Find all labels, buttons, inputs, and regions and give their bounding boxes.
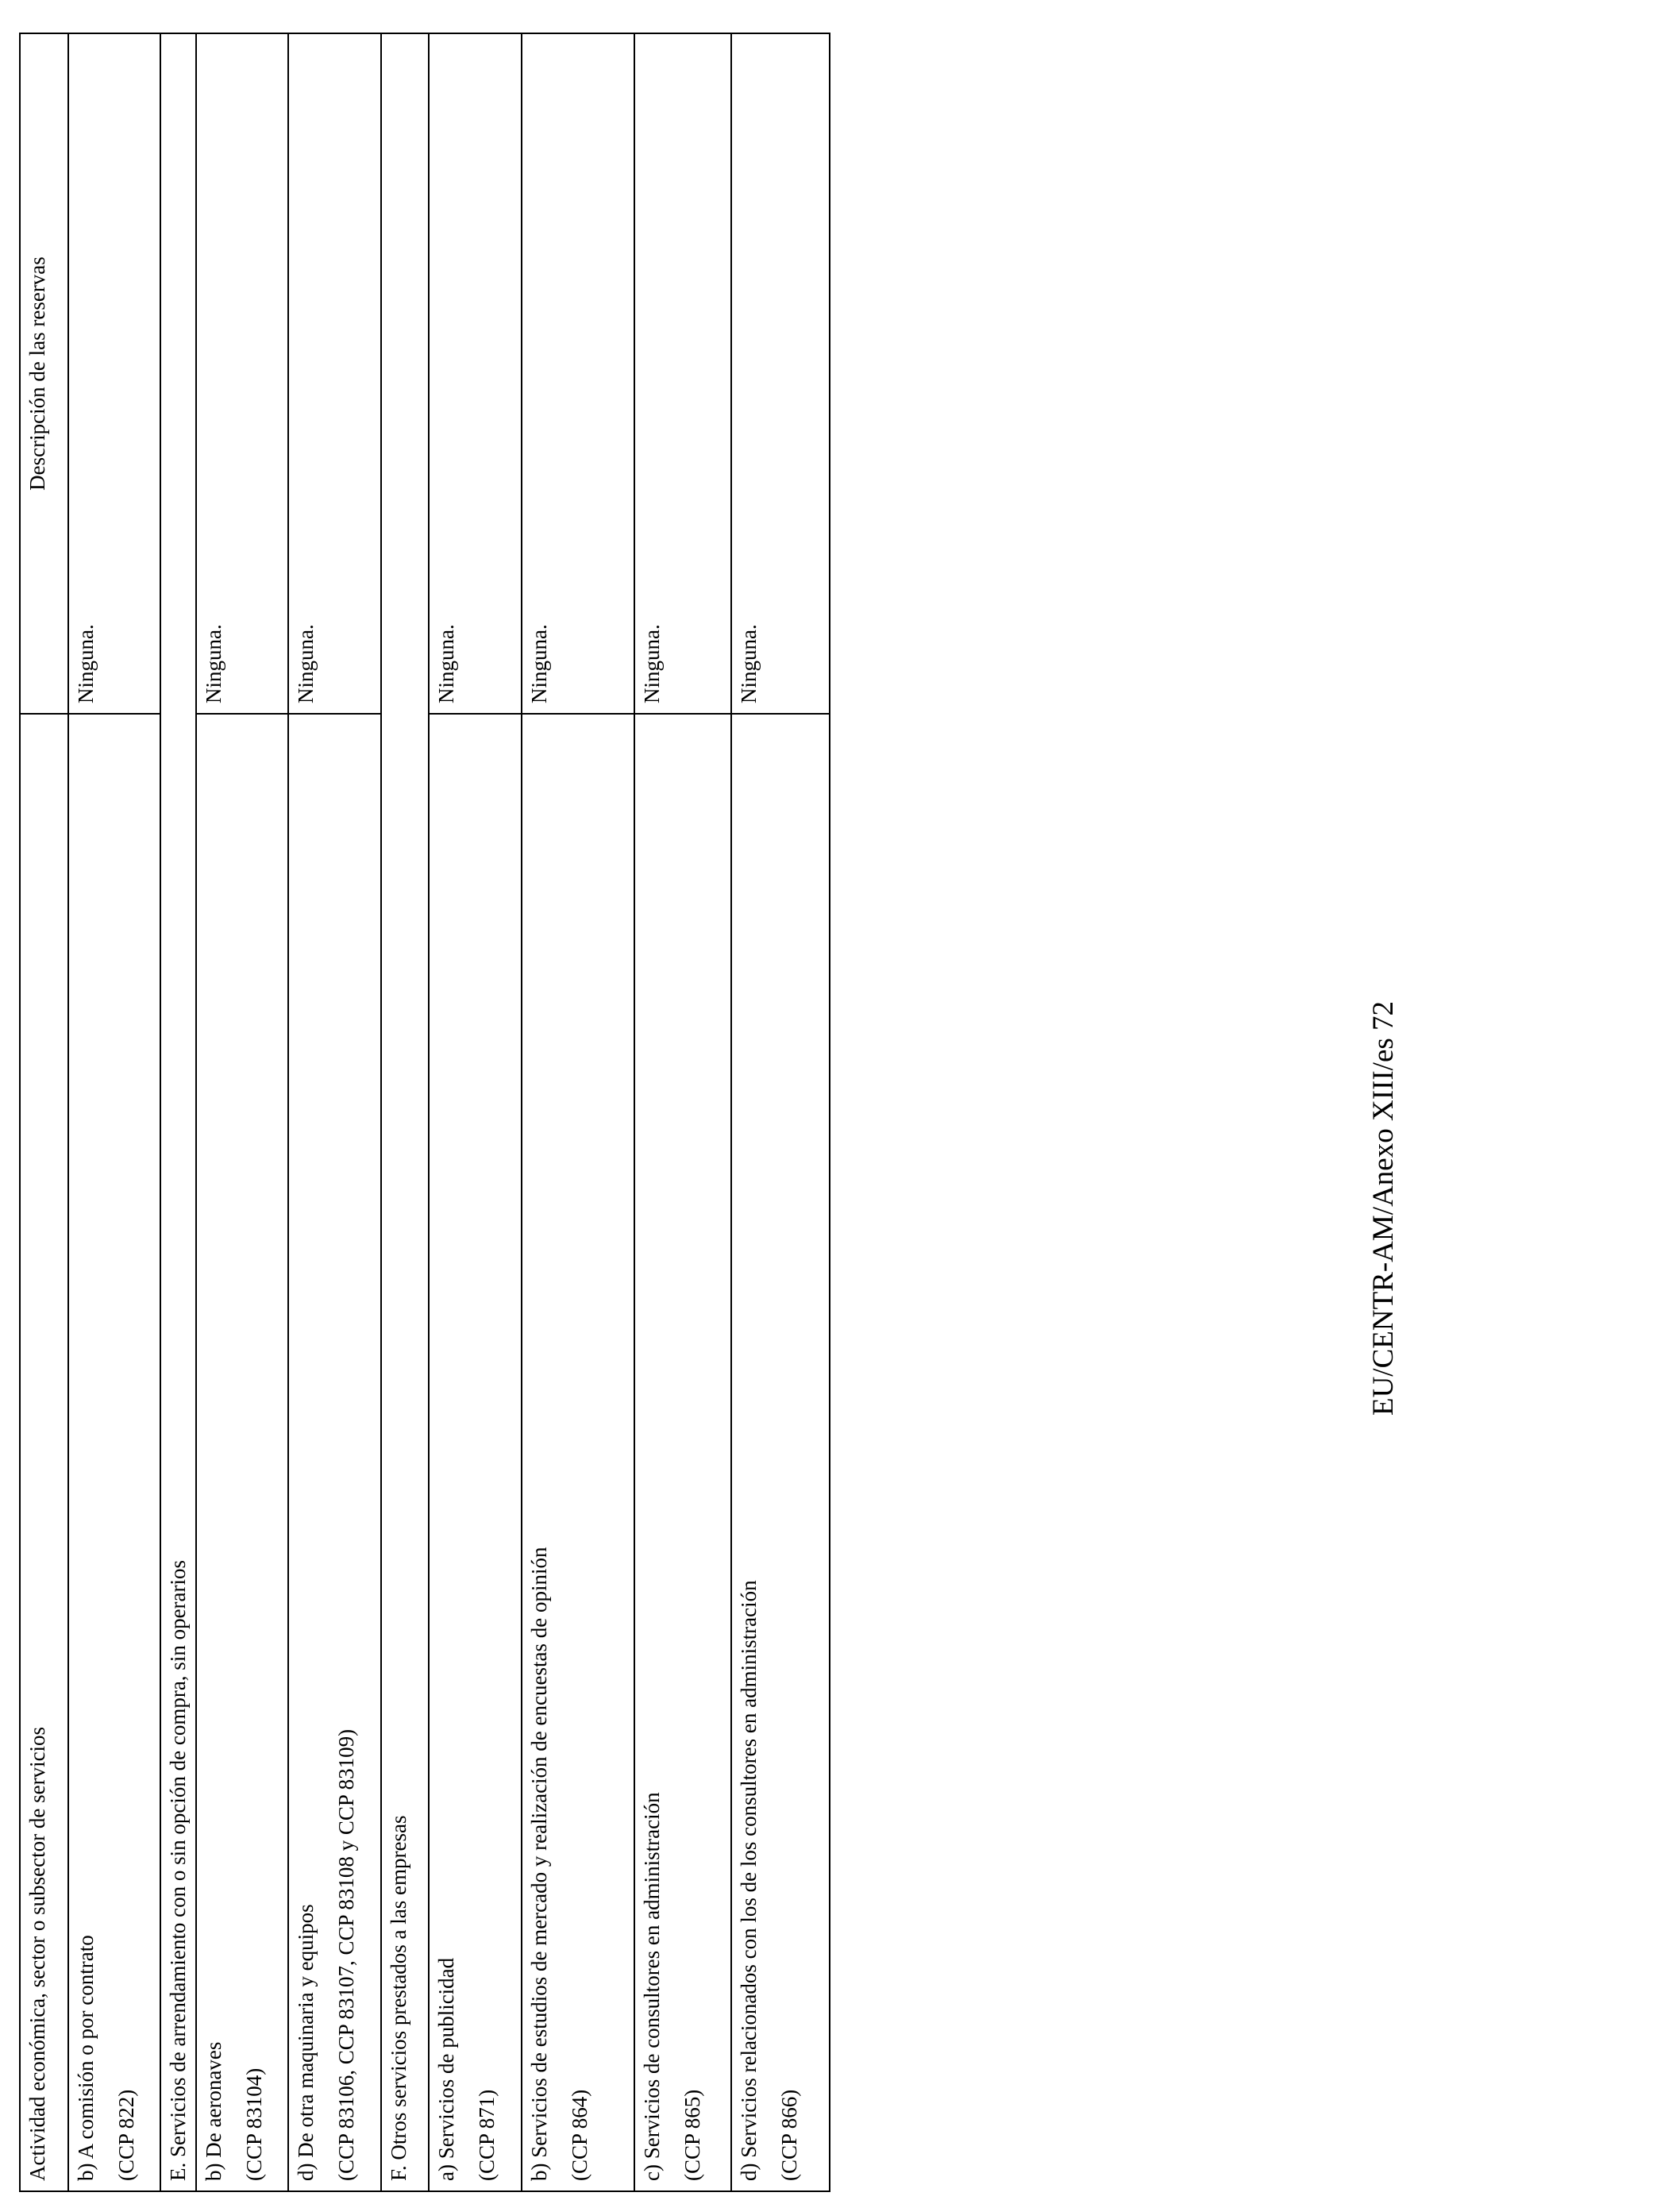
activity-label: b) A comisión o por contrato xyxy=(74,1935,98,2181)
table-header-row xyxy=(20,33,68,2191)
table-row xyxy=(429,33,522,2191)
activity-cell xyxy=(731,714,830,2191)
activity-label: d) Servicios relacionados con los de los consultores en administración xyxy=(737,1580,761,2181)
table-row xyxy=(731,33,830,2191)
activity-cell xyxy=(429,714,522,2191)
table-row xyxy=(196,33,288,2191)
table-row xyxy=(634,33,731,2191)
reservation-cell: Ninguna. xyxy=(634,33,731,714)
section-heading-e: E. Servicios de arrendamiento con o sin opción de compra, sin operarios xyxy=(160,33,196,2191)
header-activity: Actividad económica, sector o subsector de servicios xyxy=(20,714,68,2191)
section-row xyxy=(160,33,196,2191)
table-row xyxy=(288,33,381,2191)
ccp-code: (CCP 864) xyxy=(568,2089,591,2181)
ccp-code: (CCP 865) xyxy=(680,2089,704,2181)
document-reference: EU/CENTR-AM/Anexo XIII/es 72 xyxy=(1367,1000,1400,1416)
reservation-cell: Ninguna. xyxy=(288,33,381,714)
rotated-page xyxy=(19,34,1448,2192)
ccp-code: (CCP 871) xyxy=(475,2089,499,2181)
reservation-cell: Ninguna. xyxy=(429,33,522,714)
activity-cell xyxy=(68,714,160,2191)
reservation-cell: Ninguna. xyxy=(522,33,634,714)
reservation-cell: Ninguna. xyxy=(196,33,288,714)
section-row xyxy=(381,33,429,2191)
ccp-code: (CCP 866) xyxy=(777,2089,801,2181)
activity-label: d) De otra maquinaria y equipos xyxy=(294,1904,318,2181)
table-row xyxy=(522,33,634,2191)
reservations-table xyxy=(19,33,830,2192)
activity-label: c) Servicios de consultores en administración xyxy=(640,1792,664,2181)
ccp-code: (CCP 83104) xyxy=(242,2067,266,2181)
activity-cell xyxy=(522,714,634,2191)
activity-label: a) Servicios de publicidad xyxy=(434,1957,458,2181)
ccp-code: (CCP 83106, CCP 83107, CCP 83108 y CCP 83109) xyxy=(334,1728,358,2181)
activity-cell xyxy=(634,714,731,2191)
reservation-cell: Ninguna. xyxy=(731,33,830,714)
activity-label: b) De aeronaves xyxy=(202,2041,225,2181)
activity-label: b) Servicios de estudios de mercado y realización de encuestas de opinión xyxy=(527,1547,551,2181)
section-heading-f: F. Otros servicios prestados a las empresas xyxy=(381,33,429,2191)
table-row xyxy=(68,33,160,2191)
ccp-code: (CCP 822) xyxy=(114,2089,138,2181)
header-reservations: Descripción de las reservas xyxy=(20,33,68,714)
activity-cell xyxy=(196,714,288,2191)
page-footer xyxy=(1368,34,1400,2192)
reservation-cell: Ninguna. xyxy=(68,33,160,714)
activity-cell xyxy=(288,714,381,2191)
